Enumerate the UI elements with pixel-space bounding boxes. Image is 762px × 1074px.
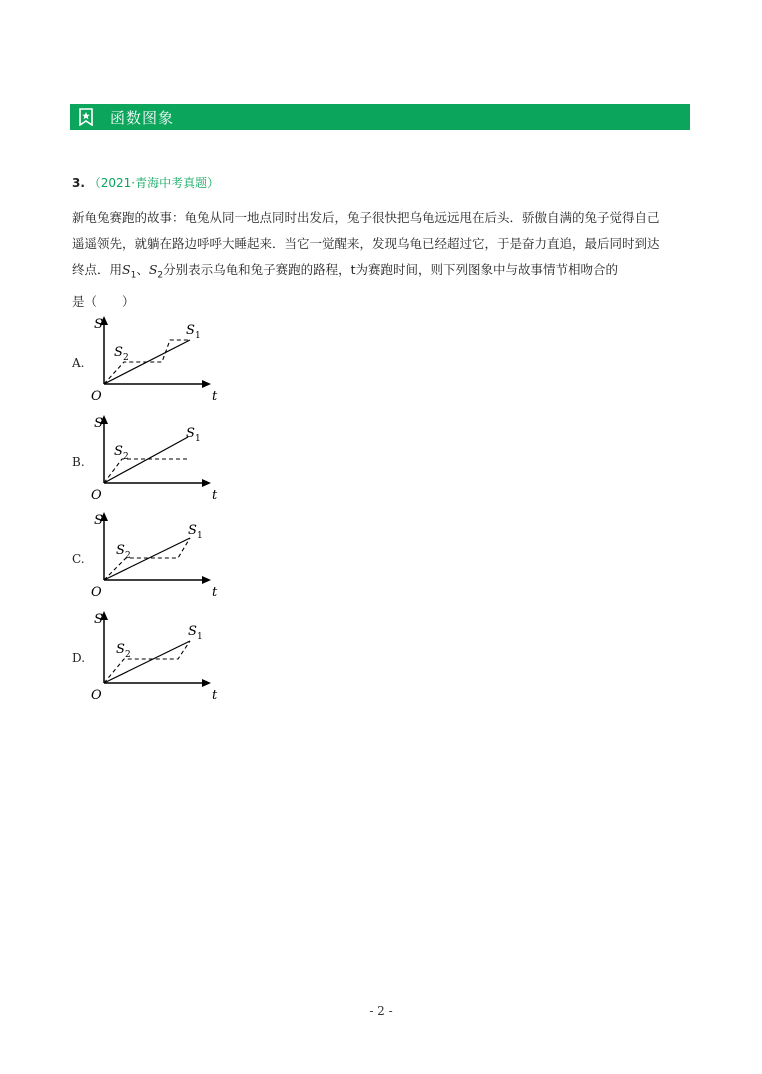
graph-a (84, 314, 224, 408)
question-line: 终点．用$S_1$、$S_2$分别表示乌龟和兔子赛跑的路程，t为赛跑时间，则下列图象中与故事情节相吻合的 (72, 262, 619, 281)
svg-text:1: 1 (195, 434, 201, 444)
svg-text:1: 1 (197, 632, 203, 642)
svg-text:t: t (212, 585, 218, 600)
svg-text:S: S (114, 444, 123, 459)
page-number: - 2 - (369, 1004, 393, 1018)
svg-text:S: S (94, 612, 103, 627)
option-label: C. (72, 552, 85, 566)
svg-text:S: S (94, 317, 103, 332)
question-line: 遥遥领先，就躺在路边呼呼大睡起来．当它一觉醒来，发现乌龟已经超过它，于是奋力直追，最后同时到达 (72, 236, 660, 251)
svg-text:S: S (114, 345, 123, 360)
option-b[interactable] (72, 413, 222, 509)
question-number: 3. (72, 176, 85, 190)
graph-b (84, 413, 224, 507)
section-banner (70, 104, 690, 130)
svg-text:S: S (94, 513, 103, 528)
question-header (72, 174, 219, 191)
graph-c (84, 510, 224, 604)
question-line: 新龟兔赛跑的故事：龟兔从同一地点同时出发后，兔子很快把乌龟远远甩在后头．骄傲自满的兔子觉得自己 (72, 210, 660, 225)
graph-d (84, 609, 224, 703)
svg-text:S: S (188, 523, 197, 538)
option-label: A. (72, 356, 85, 370)
section-title: 函数图象 (110, 108, 175, 127)
option-c[interactable] (72, 510, 222, 606)
option-label: D. (72, 651, 86, 665)
svg-text:2: 2 (123, 353, 129, 363)
svg-text:1: 1 (197, 531, 203, 541)
svg-text:S: S (186, 426, 195, 441)
option-a[interactable] (72, 314, 222, 410)
svg-text:2: 2 (125, 551, 131, 561)
option-label: B. (72, 455, 85, 469)
option-d[interactable] (72, 609, 222, 705)
svg-text:1: 1 (195, 331, 201, 341)
svg-text:2: 2 (125, 650, 131, 660)
svg-text:O: O (91, 389, 102, 404)
svg-text:2: 2 (123, 452, 129, 462)
bookmark-star-icon (78, 106, 100, 128)
svg-text:O: O (91, 488, 102, 503)
svg-text:S: S (116, 642, 125, 657)
svg-text:S: S (94, 416, 103, 431)
svg-text:t: t (212, 389, 218, 404)
question-source: （2021·青海中考真题） (88, 176, 220, 190)
svg-text:t: t (212, 688, 218, 703)
svg-text:t: t (212, 488, 218, 503)
svg-text:O: O (91, 688, 102, 703)
svg-text:S: S (186, 323, 195, 338)
svg-text:O: O (91, 585, 102, 600)
question-line: 是（ ） (72, 293, 135, 309)
question-body (72, 205, 694, 315)
svg-text:S: S (116, 543, 125, 558)
svg-text:S: S (188, 624, 197, 639)
